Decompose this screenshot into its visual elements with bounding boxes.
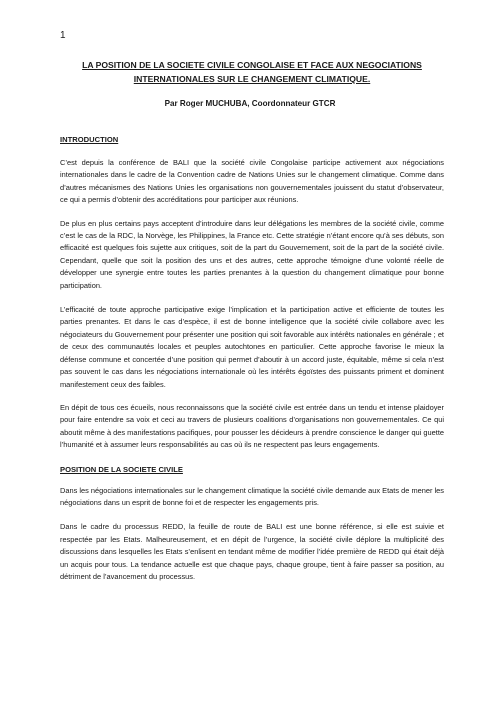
introduction-paragraph-2: De plus en plus certains pays acceptent d’introduire dans leur délégations les membres de la société civile, comme c’est le cas de la RDC, la Norvège, les Philippines, la France etc. Cette stratégie n’étant encore qu’à ses débuts, son efficacité est quelques fois sujette aux critiques, soit de la part du Gouvernement, soit de la part de la société civile. Cependant, quelle que soit la position des uns et des autres, cette approche témoigne d’une volonté réelle de développer une synergie entre toutes les parties prenantes à la question du changement climatique pour bonne participation. (60, 218, 444, 290)
author-line: Par Roger MUCHUBA, Coordonnateur GTCR (164, 99, 336, 108)
introduction-paragraph-1: C’est depuis la conférence de BALI que la société civile Congolaise participe activement aux négociations internationales dans le cadre de la Convention cadre de Nations Unies sur le changement climatique. Comme dans d’autres mécanismes des Nations Unies les organisations non gouvernementales jouissent du statut d’observateur, ce qui a permis d’obtenir des accréditations pour participer aux réunions. (60, 158, 444, 205)
introduction-paragraph-4: En dépit de tous ces écueils, nous reconnaissons que la société civile est entrée dans un tendu et intense plaidoyer pour faire entendre sa voix et ceci au travers de plusieurs coalitions d’organisations non gouvernementales. Ce qui aboutit même à des manifestations pacifiques, pour pousser les décideurs à prendre conscience le danger qui guette l’humanité et à assumer leurs responsabilités au cas où ils ne respectent pas leurs engagements. (60, 402, 444, 450)
position-paragraph-2: Dans le cadre du processus REDD, la feuille de route de BALI est une bonne référence, si elle est suivie et respectée par les Etats. Malheureusement, et en dépit de l’urgence, la société civile déplore la multiplicité des discussions dans lesquelles les Etats s’enlisent en tendant même de modifier l’idée première de REDD qui était déjà un acquis pour tous. La tendance actuelle est que chaque pays, chaque groupe, tient à faire passer sa position, au détriment de l’avancement du processus. (60, 522, 444, 581)
introduction-paragraph-3: L’efficacité de toute approche participative exige l’implication et la participation active et efficiente de toutes les parties prenantes. Et dans le cas d’espèce, il est de bonne intelligence que la société civile collabore avec les négociateurs du Gouvernement pour présenter une position qui soit favorable aux intérêts nationales en générale ; et de ceux des communautés locales et peuples autochtones en particulier. Cette approche favorise le mieux la défense commune et concertée d’une position qui permet d’aboutir à un accord juste, équitable, même si cela n’est pas souvent le cas dans les négociations internationale où les intérêts égoïstes des puissants priment et dominent manifestement ceux des faibles. (60, 305, 444, 389)
document-title: LA POSITION DE LA SOCIETE CIVILE CONGOLAISE ET FACE AUX NEGOCIATIONS INTERNATIONALES SUR LE CHANGEMENT CLIMATIQUE. (82, 60, 422, 84)
introduction-heading: INTRODUCTION (60, 135, 119, 144)
document-body (60, 134, 444, 583)
page-number: 1 (60, 30, 66, 41)
position-heading: POSITION DE LA SOCIETE CIVILE (60, 464, 183, 474)
position-paragraph-1: Dans les négociations internationales sur le changement climatique la société civile demande aux Etats de mener les négociations dans un esprit de bonne foi et de respecter les engagements pris. (60, 485, 444, 507)
